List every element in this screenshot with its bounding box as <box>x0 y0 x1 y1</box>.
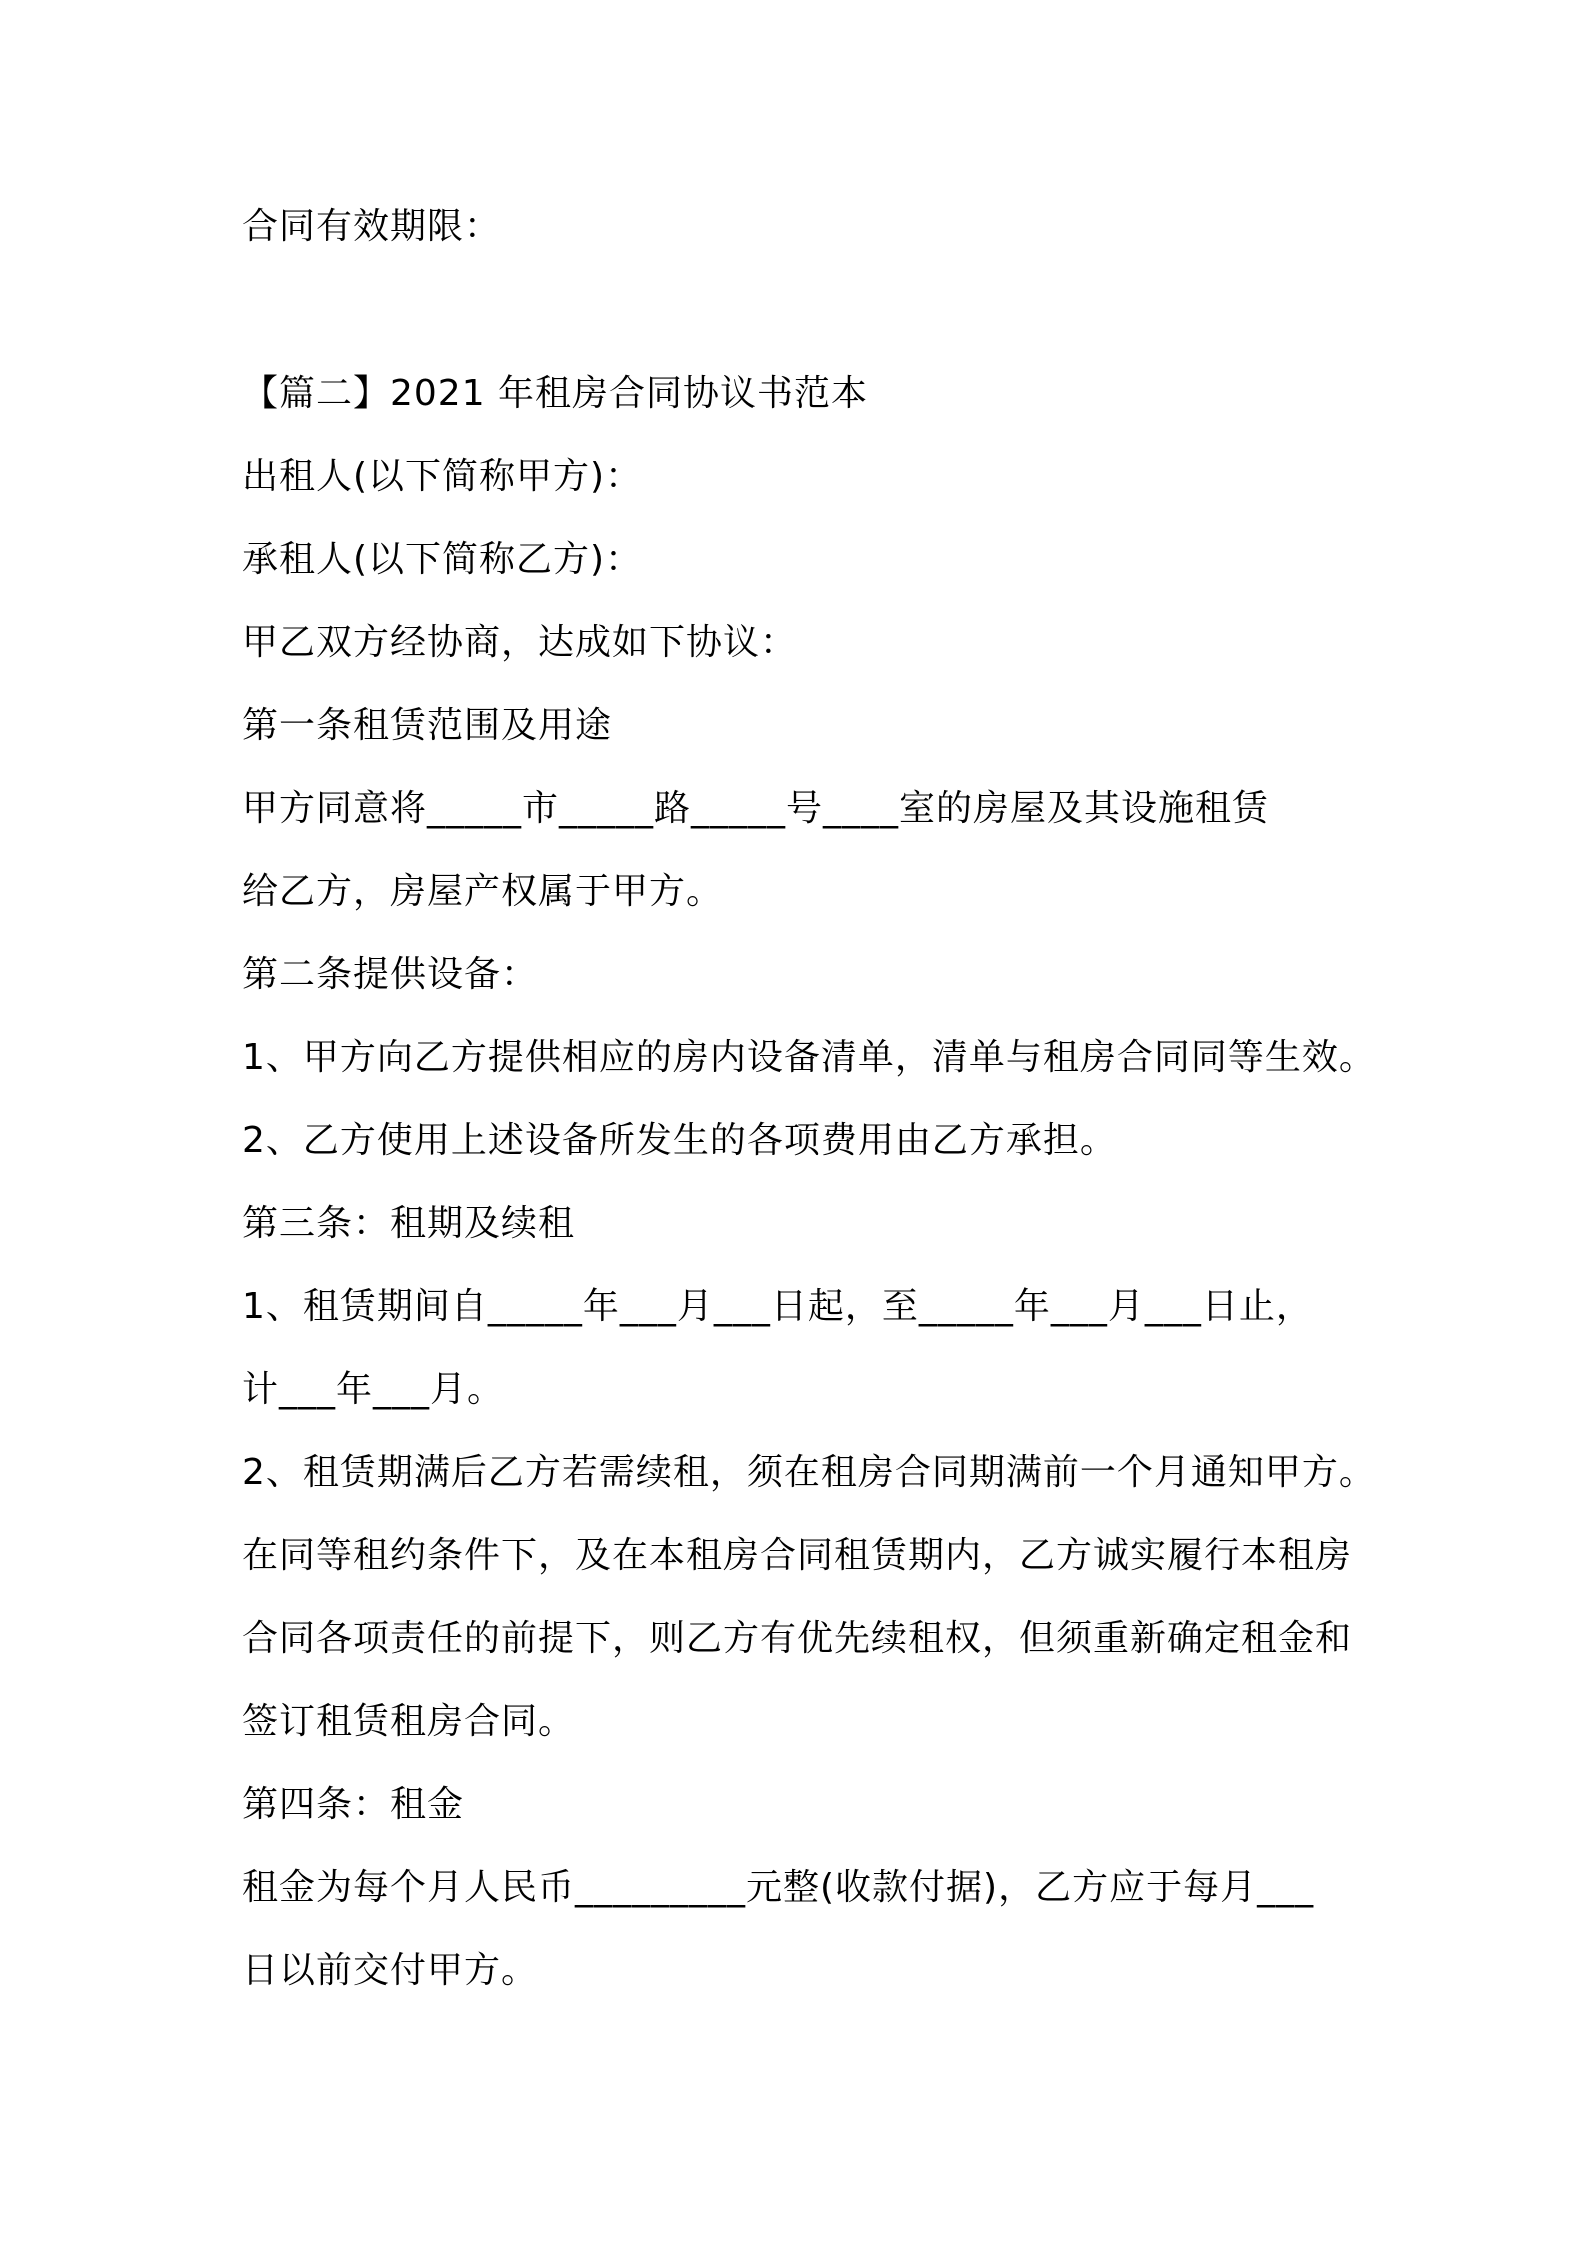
article-4-heading: 第四条：租金 <box>242 1784 465 1825</box>
article-4-text-line-1: 租金为每个月人民币_________元整(收款付据)，乙方应于每月___ <box>242 1867 1315 1908</box>
article-1-text-line-1: 甲方同意将_____市_____路_____号____室的房屋及其设施租赁 <box>242 788 1270 829</box>
contract-validity-label: 合同有效期限： <box>242 206 502 247</box>
article-3-item-2-line-3: 合同各项责任的前提下，则乙方有优先续租权，但须重新确定租金和 <box>242 1618 1353 1659</box>
article-3-item-2-line-1: 2、租赁期满后乙方若需续租，须在租房合同期满前一个月通知甲方。 <box>242 1452 1376 1493</box>
article-2-item-2: 2、乙方使用上述设备所发生的各项费用由乙方承担。 <box>242 1120 1117 1161</box>
article-3-item-1-line-1: 1、租赁期间自_____年___月___日起，至_____年___月___日止， <box>242 1286 1313 1327</box>
article-4-text-line-2: 日以前交付甲方。 <box>242 1950 539 1991</box>
article-2-heading: 第二条提供设备： <box>242 954 539 995</box>
section-title: 【篇二】2021 年租房合同协议书范本 <box>242 373 869 414</box>
article-3-heading: 第三条：租期及续租 <box>242 1203 576 1244</box>
lessee-line: 承租人(以下简称乙方)： <box>242 539 643 580</box>
article-3-item-1-line-2: 计___年___月。 <box>242 1369 505 1410</box>
lessor-line: 出租人(以下简称甲方)： <box>242 456 643 497</box>
article-1-text-line-2: 给乙方，房屋产权属于甲方。 <box>242 871 724 912</box>
agreement-intro: 甲乙双方经协商，达成如下协议： <box>242 622 798 663</box>
article-3-item-2-line-2: 在同等租约条件下，及在本租房合同租赁期内，乙方诚实履行本租房 <box>242 1535 1353 1576</box>
article-2-item-1: 1、甲方向乙方提供相应的房内设备清单，清单与租房合同同等生效。 <box>242 1037 1376 1078</box>
article-1-heading: 第一条租赁范围及用途 <box>242 705 613 746</box>
article-3-item-2-line-4: 签订租赁租房合同。 <box>242 1701 576 1742</box>
